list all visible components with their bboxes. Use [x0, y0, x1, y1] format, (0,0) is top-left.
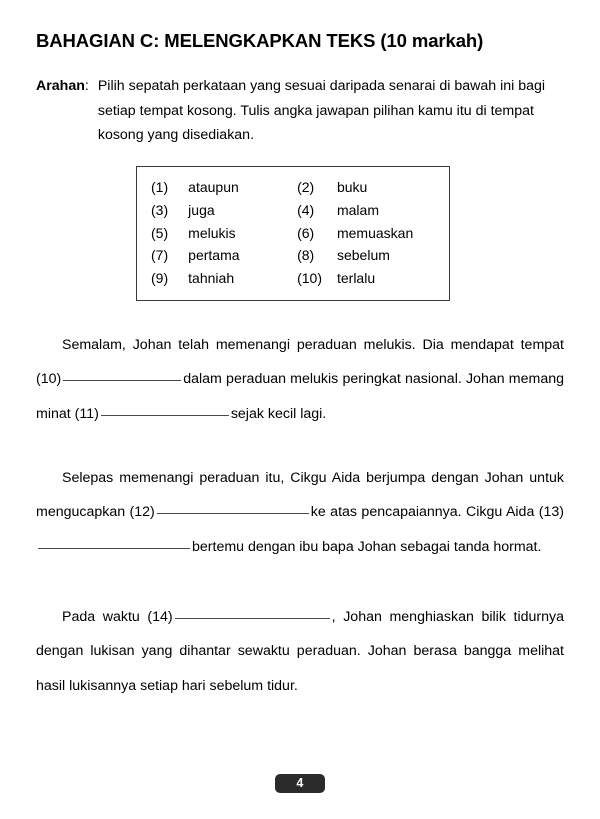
word-text: memuaskan [336, 224, 414, 241]
passage-body [36, 328, 564, 703]
word-text: pertama [188, 247, 240, 264]
table-row [137, 176, 449, 199]
word-text: buku [336, 179, 368, 196]
table-row [137, 199, 449, 222]
paragraph-3-part-b: , Johan menghiaskan bilik tidurnya dengan lukisan yang dihantar sewaktu peraduan. Johan berasa bangga melihat hasil lukisannya setiap hari sebelum tidur. [36, 608, 565, 694]
word-bank-table [137, 176, 449, 289]
paragraph-2 [36, 461, 564, 564]
word-number: (3) [151, 202, 169, 219]
word-text: sebelum [336, 247, 390, 264]
word-number: (10) [297, 270, 322, 287]
word-text: juga [188, 202, 215, 219]
answer-blank-10[interactable] [63, 380, 181, 381]
word-text: malam [336, 202, 379, 219]
table-row [137, 267, 449, 290]
instruction-text: Pilih sepatah perkataan yang sesuai daripada senarai di bawah ini bagi setiap tempat kosong. Tulis angka jawapan pilihan kamu itu di tempat kosong yang disediakan. [97, 78, 546, 144]
paragraph-2-part-b: ke atas pencapaiannya. Cikgu Aida (13) [310, 504, 564, 521]
instruction-label: Arahan [36, 78, 85, 95]
instruction-colon: : [84, 78, 89, 95]
answer-blank-14[interactable] [175, 618, 330, 619]
answer-blank-13[interactable] [38, 548, 190, 549]
word-text: terlalu [336, 270, 376, 287]
paragraph-3 [36, 600, 564, 703]
answer-blank-12[interactable] [157, 513, 309, 514]
paragraph-1-part-a: Semalam, Johan telah memenangi peraduan melukis. Dia mendapat tempat (10) [36, 336, 564, 388]
table-row [137, 222, 449, 245]
paragraph-1-part-c: sejak kecil lagi. [230, 405, 327, 422]
page-footer [0, 774, 600, 793]
paragraph-1 [36, 328, 564, 431]
word-bank-box [136, 166, 450, 300]
paragraph-2-part-c: bertemu dengan ibu bapa Johan sebagai tanda hormat. [192, 538, 542, 555]
word-number: (7) [151, 247, 169, 264]
instruction-block [36, 74, 564, 147]
paragraph-3-part-a: Pada waktu (14) [62, 608, 173, 625]
word-number: (2) [297, 179, 315, 196]
table-row [137, 244, 449, 267]
page-title: BAHAGIAN C: MELENGKAPKAN TEKS (10 markah) [36, 30, 484, 51]
paragraph-1-part-b: dalam peraduan melukis peringkat nasional. Johan memang minat (11) [36, 371, 564, 422]
word-number: (4) [297, 202, 315, 219]
page-number-badge: 4 [275, 774, 325, 793]
word-text: melukis [188, 224, 236, 241]
answer-blank-11[interactable] [101, 415, 229, 416]
paragraph-2-part-a: Selepas memenangi peraduan itu, Cikgu Aida berjumpa dengan Johan untuk mengucapkan (12) [36, 469, 564, 521]
word-number: (8) [297, 247, 315, 264]
word-number: (5) [151, 224, 169, 241]
word-number: (6) [297, 224, 315, 241]
word-bank-wrapper [36, 166, 564, 300]
word-text: ataupun [188, 179, 239, 196]
word-text: tahniah [188, 270, 235, 287]
word-number: (9) [151, 270, 169, 287]
word-number: (1) [151, 179, 169, 196]
